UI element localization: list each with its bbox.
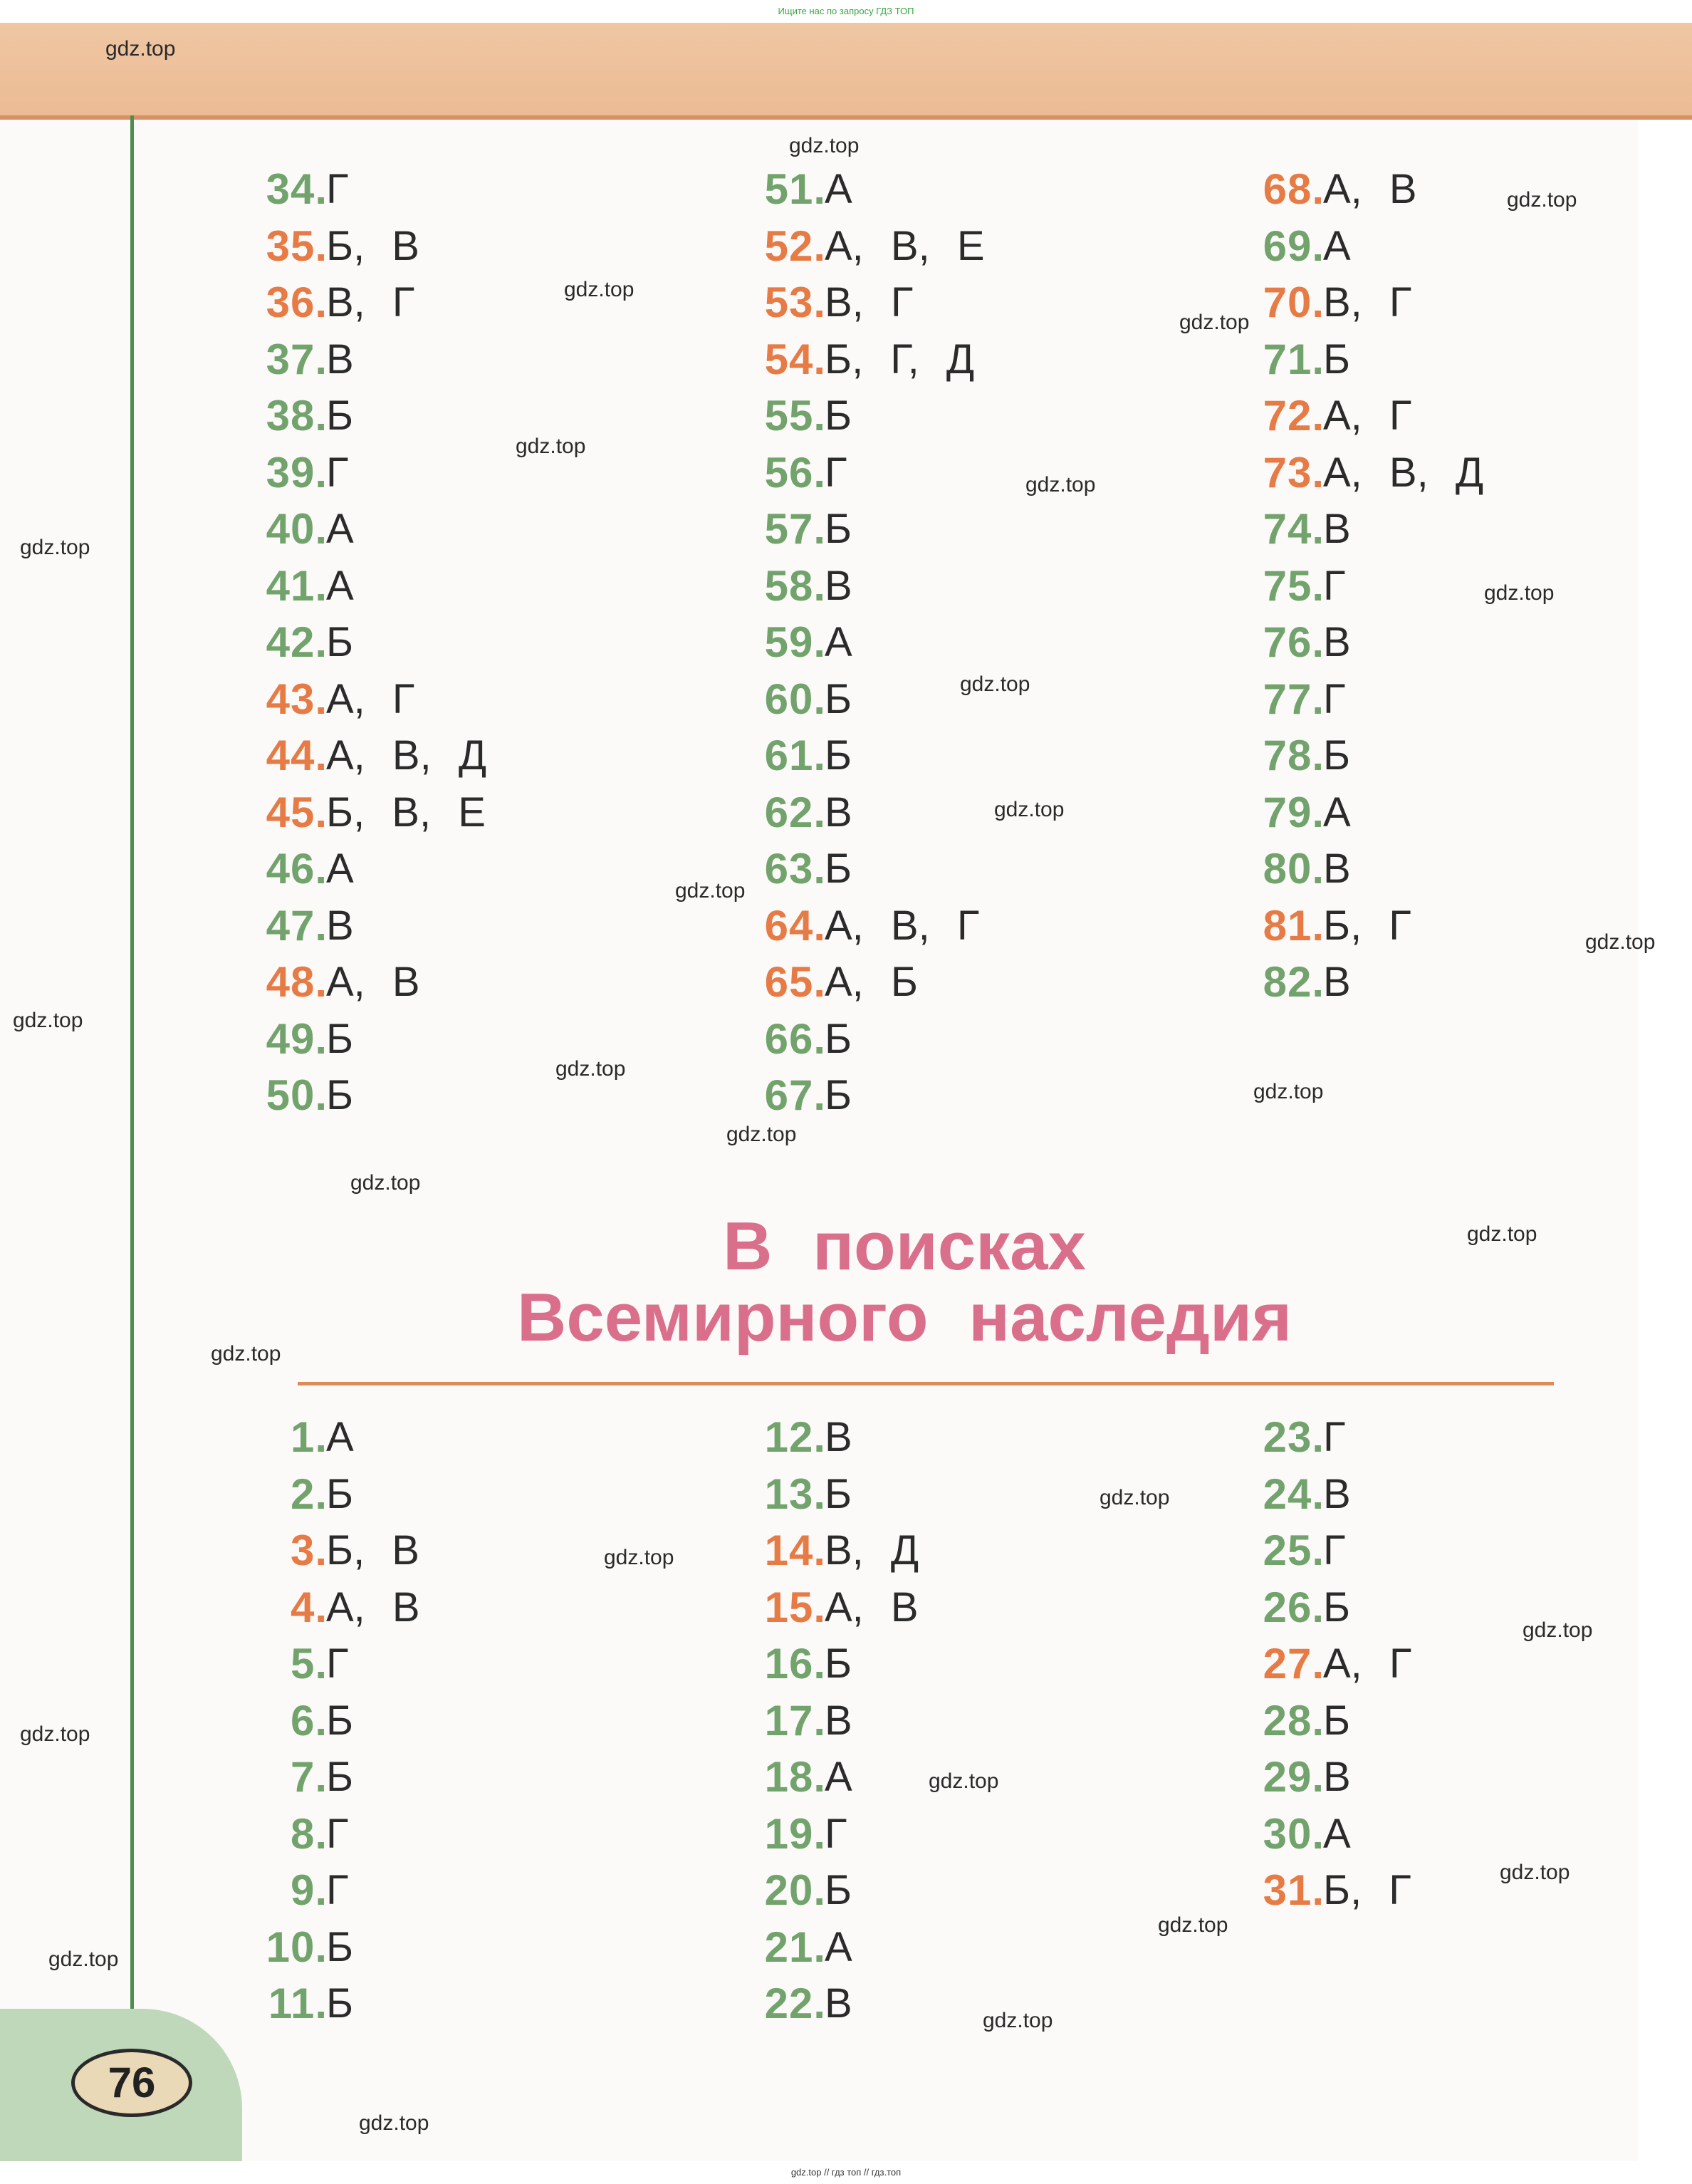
watermark-text: gdz.top — [1179, 311, 1250, 334]
answer-letters: Б — [1323, 1697, 1351, 1744]
answer-letters: Г — [1323, 1414, 1346, 1460]
answer-letters: В — [1323, 846, 1351, 892]
answer-letters: Б — [326, 1015, 354, 1062]
question-number: 22. — [764, 1980, 826, 2027]
question-number: 19. — [764, 1809, 826, 1858]
answer-letters: В — [825, 789, 852, 836]
answer-letters: В, Г — [1323, 279, 1412, 326]
question-number: 77. — [1263, 675, 1325, 723]
watermark-text: gdz.top — [211, 1342, 281, 1366]
answer-letters: А — [825, 619, 852, 665]
question-number: 41. — [266, 561, 328, 610]
answer-letters: Г — [326, 1810, 349, 1857]
answer-letters: В — [1323, 959, 1351, 1005]
question-number: 15. — [764, 1583, 826, 1631]
question-number: 1. — [290, 1413, 328, 1461]
question-number: 7. — [290, 1753, 328, 1801]
answer-letters: В, Г — [326, 279, 415, 326]
watermark-text: gdz.top — [1253, 1080, 1324, 1103]
question-number: 17. — [764, 1696, 826, 1744]
question-number: 54. — [764, 335, 826, 383]
question-number: 36. — [266, 279, 328, 326]
watermark-text: gdz.top — [983, 2009, 1053, 2032]
question-number: 3. — [290, 1527, 328, 1574]
question-number: 18. — [764, 1753, 826, 1801]
top-banner: Ищите нас по запросу ГДЗ ТОП — [0, 0, 1692, 23]
question-number: 64. — [764, 901, 826, 950]
question-number: 70. — [1263, 279, 1325, 326]
watermark-text: gdz.top — [1100, 1486, 1170, 1509]
watermark-text: gdz.top — [516, 435, 586, 458]
answer-letters: Б — [825, 732, 852, 779]
answer-letters: Б — [326, 1923, 354, 1970]
answer-letters: А, Г — [1323, 392, 1412, 439]
watermark-text: gdz.top — [555, 1057, 626, 1081]
page-number: 76 — [71, 2049, 192, 2117]
answer-letters: В — [1323, 506, 1351, 552]
question-number: 4. — [290, 1583, 328, 1631]
question-number: 8. — [290, 1809, 328, 1858]
answer-letters: А, В, Д — [326, 732, 487, 779]
answer-letters: Г — [326, 1640, 349, 1687]
watermark-text: gdz.top — [105, 37, 176, 61]
question-number: 75. — [1263, 561, 1325, 610]
answer-letters: Б — [326, 1072, 354, 1118]
question-number: 73. — [1263, 448, 1325, 496]
watermark-text: gdz.top — [13, 1009, 83, 1032]
question-number: 69. — [1263, 222, 1325, 270]
answer-letters: Г — [326, 166, 349, 212]
answer-letters: Б, В — [326, 222, 419, 269]
answer-letters: Б — [825, 392, 852, 439]
answer-letters: Г — [326, 1867, 349, 1913]
answer-letters: А — [825, 1923, 852, 1970]
question-number: 51. — [764, 165, 826, 213]
answer-letters: Б, Г — [1323, 902, 1411, 949]
watermark-text: gdz.top — [726, 1123, 797, 1146]
question-number: 5. — [290, 1640, 328, 1688]
answer-letters: А, В, Е — [825, 222, 985, 269]
question-number: 71. — [1263, 335, 1325, 383]
question-number: 55. — [764, 392, 826, 440]
answer-letters: А, Г — [1323, 1640, 1412, 1687]
question-number: 57. — [764, 505, 826, 553]
answer-letters: Г — [825, 449, 847, 496]
watermark-text: gdz.top — [20, 536, 90, 559]
answer-letters: Б — [825, 1015, 852, 1062]
watermark-text: gdz.top — [564, 278, 634, 301]
answer-letters: Б — [326, 1470, 354, 1517]
question-number: 6. — [290, 1696, 328, 1744]
answer-letters: Б, В — [326, 1527, 419, 1574]
question-number: 39. — [266, 448, 328, 496]
question-number: 9. — [290, 1866, 328, 1914]
question-number: 35. — [266, 222, 328, 270]
question-number: 59. — [764, 618, 826, 666]
answer-letters: Б — [1323, 1584, 1351, 1631]
answer-letters: В — [326, 336, 354, 383]
watermark-text: gdz.top — [1484, 581, 1555, 605]
watermark-text: gdz.top — [350, 1171, 421, 1195]
question-number: 80. — [1263, 845, 1325, 893]
answer-letters: В — [1323, 1470, 1351, 1517]
question-number: 40. — [266, 505, 328, 553]
section-divider — [298, 1382, 1554, 1385]
answer-letters: В — [825, 1414, 852, 1460]
question-number: 25. — [1263, 1527, 1325, 1574]
question-number: 62. — [764, 788, 826, 836]
question-number: 61. — [764, 732, 826, 779]
footer-banner: gdz.top // гдз топ // гдз.топ — [0, 2161, 1692, 2184]
answer-letters: А — [1323, 222, 1351, 269]
answer-letters: Б — [326, 1980, 354, 2027]
answer-letters: А — [1323, 1810, 1351, 1857]
answer-letters: В — [825, 1980, 852, 2027]
answer-letters: А — [326, 1414, 354, 1460]
question-number: 76. — [1263, 618, 1325, 666]
watermark-text: gdz.top — [789, 134, 860, 157]
answer-letters: А, В — [326, 1584, 420, 1631]
watermark-text: gdz.top — [994, 798, 1065, 821]
answer-letters: Б — [326, 1697, 354, 1744]
section-title-line-1: В поисках — [723, 1208, 1086, 1284]
question-number: 37. — [266, 335, 328, 383]
question-number: 26. — [1263, 1583, 1325, 1631]
question-number: 65. — [764, 958, 826, 1006]
question-number: 82. — [1263, 958, 1325, 1006]
answer-letters: Б — [1323, 336, 1351, 383]
question-number: 53. — [764, 279, 826, 326]
question-number: 45. — [266, 788, 328, 836]
question-number: 28. — [1263, 1696, 1325, 1744]
question-number: 29. — [1263, 1753, 1325, 1801]
watermark-text: gdz.top — [1507, 188, 1577, 212]
question-number: 20. — [764, 1866, 826, 1914]
question-number: 56. — [764, 448, 826, 496]
answer-letters: Б — [825, 1640, 852, 1687]
question-number: 63. — [764, 845, 826, 893]
question-number: 43. — [266, 675, 328, 723]
question-number: 52. — [764, 222, 826, 270]
answer-letters: Б, Г, Д — [825, 336, 975, 383]
question-number: 58. — [764, 561, 826, 610]
question-number: 10. — [266, 1923, 328, 1971]
question-number: 79. — [1263, 788, 1325, 836]
watermark-text: gdz.top — [20, 1722, 90, 1746]
question-number: 42. — [266, 618, 328, 666]
question-number: 68. — [1263, 165, 1325, 213]
answer-letters: В — [825, 1697, 852, 1744]
question-number: 34. — [266, 165, 328, 213]
answer-letters: Б — [825, 1470, 852, 1517]
question-number: 38. — [266, 392, 328, 440]
watermark-text: gdz.top — [1158, 1913, 1228, 1937]
watermark-text: gdz.top — [359, 2111, 429, 2135]
answer-letters: Б — [1323, 732, 1351, 779]
question-number: 11. — [268, 1980, 328, 2027]
question-number: 44. — [266, 732, 328, 779]
answer-letters: Б, Г — [1323, 1867, 1411, 1913]
answer-letters: Б — [326, 1754, 354, 1800]
question-number: 78. — [1263, 732, 1325, 779]
answer-letters: А, Б — [825, 959, 918, 1005]
watermark-text: gdz.top — [1523, 1618, 1593, 1642]
answer-letters: В — [825, 562, 852, 609]
answer-letters: В, Г — [825, 279, 914, 326]
answer-letters: Г — [1323, 1527, 1346, 1574]
question-number: 14. — [764, 1527, 826, 1574]
margin-line — [130, 115, 134, 2053]
answer-letters: Г — [326, 449, 349, 496]
answer-letters: А, В — [1323, 166, 1417, 212]
answer-letters: Г — [1323, 675, 1346, 722]
answer-letters: В — [1323, 1754, 1351, 1800]
question-number: 48. — [266, 958, 328, 1006]
question-number: 66. — [764, 1014, 826, 1063]
answer-letters: Б — [326, 619, 354, 665]
answer-letters: А — [326, 506, 354, 552]
answer-letters: В, Д — [825, 1527, 919, 1574]
question-number: 81. — [1263, 901, 1325, 950]
question-number: 13. — [764, 1470, 826, 1518]
answer-letters: А — [1323, 789, 1351, 836]
question-number: 47. — [266, 901, 328, 950]
answer-letters: А — [825, 1754, 852, 1800]
watermark-text: gdz.top — [604, 1546, 674, 1569]
question-number: 2. — [290, 1470, 328, 1518]
watermark-text: gdz.top — [1467, 1222, 1537, 1246]
question-number: 16. — [764, 1640, 826, 1688]
answer-letters: А, В — [326, 959, 420, 1005]
question-number: 21. — [764, 1923, 826, 1971]
question-number: 46. — [266, 845, 328, 893]
question-number: 12. — [764, 1413, 826, 1461]
answer-letters: Б — [825, 1072, 852, 1118]
watermark-text: gdz.top — [1025, 473, 1096, 496]
watermark-text: gdz.top — [929, 1769, 999, 1793]
answer-letters: Б — [825, 506, 852, 552]
answer-letters: А, В, Г — [825, 902, 980, 949]
question-number: 24. — [1263, 1470, 1325, 1518]
answer-letters: Б — [326, 392, 354, 439]
answer-letters: Б — [825, 1867, 852, 1913]
question-number: 67. — [764, 1071, 826, 1119]
answer-letters: Г — [825, 1810, 847, 1857]
question-number: 30. — [1263, 1809, 1325, 1858]
watermark-text: gdz.top — [1500, 1861, 1570, 1884]
answer-letters: А — [825, 166, 852, 212]
question-number: 23. — [1263, 1413, 1325, 1461]
question-number: 27. — [1263, 1640, 1325, 1688]
section-title-line-2: Всемирного наследия — [516, 1279, 1292, 1356]
question-number: 49. — [266, 1014, 328, 1063]
question-number: 31. — [1263, 1866, 1325, 1914]
question-number: 50. — [266, 1071, 328, 1119]
answer-letters: Б, В, Е — [326, 789, 486, 836]
answer-letters: А, В — [825, 1584, 919, 1631]
answer-letters: В — [1323, 619, 1351, 665]
watermark-text: gdz.top — [48, 1948, 119, 1971]
watermark-text: gdz.top — [675, 879, 746, 903]
answer-letters: Б — [825, 846, 852, 892]
answer-letters: В — [326, 902, 354, 949]
watermark-text: gdz.top — [960, 672, 1030, 696]
answer-letters: А, В, Д — [1323, 449, 1484, 496]
answer-letters: А — [326, 846, 354, 892]
header-band — [0, 23, 1692, 120]
question-number: 72. — [1263, 392, 1325, 440]
answer-letters: А, Г — [326, 675, 415, 722]
answer-letters: Г — [1323, 562, 1346, 609]
question-number: 74. — [1263, 505, 1325, 553]
question-number: 60. — [764, 675, 826, 723]
answer-letters: Б — [825, 675, 852, 722]
watermark-text: gdz.top — [1585, 930, 1656, 954]
answer-letters: А — [326, 562, 354, 609]
